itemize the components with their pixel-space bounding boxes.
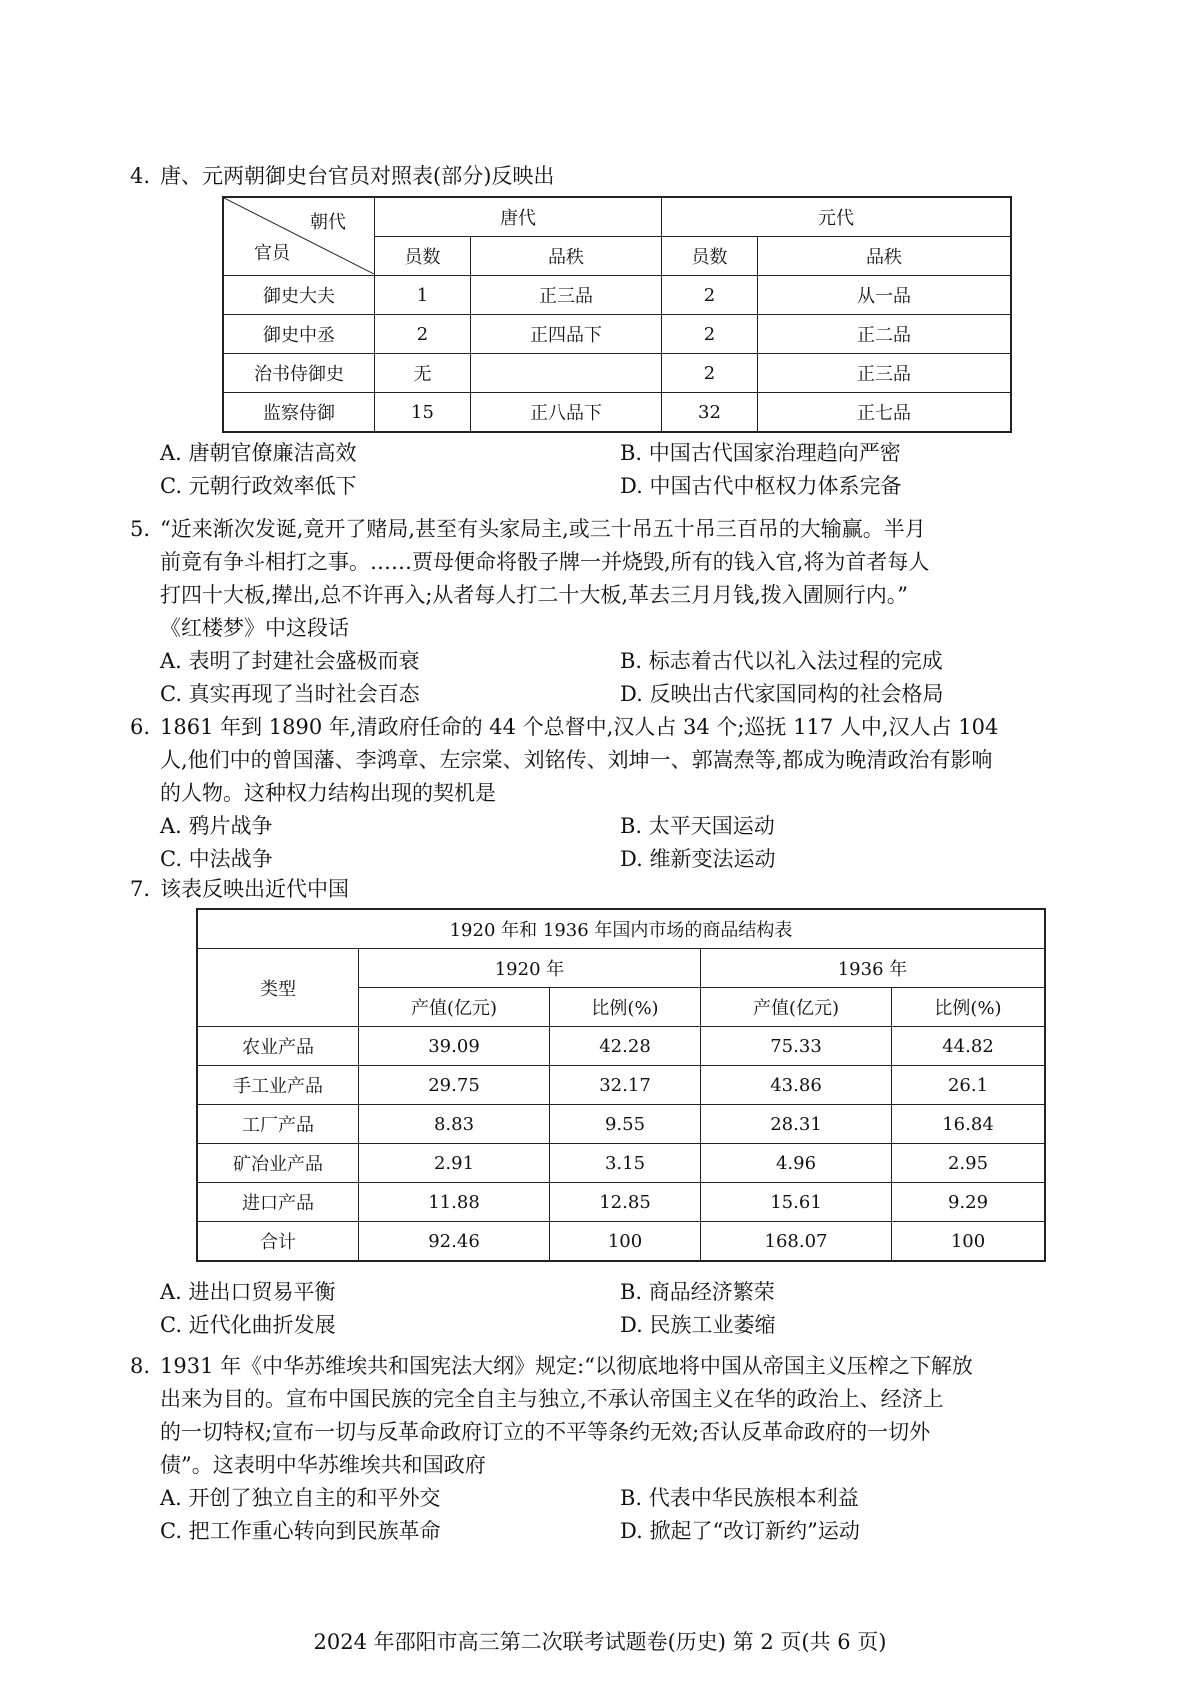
cell-tang-rank — [471, 354, 662, 393]
cell-name: 治书侍御史 — [223, 354, 375, 393]
option-a[interactable]: A. 表明了封建社会盛极而衰 — [160, 649, 420, 673]
header-value: 产值(亿元) — [701, 988, 892, 1027]
stem-line: 打四十大板,撵出,总不许再入;从者每人打二十大板,革去三月月钱,拨入圊厕行内。” — [160, 583, 909, 607]
cell-value-1920: 2.91 — [359, 1144, 550, 1183]
cell-name: 监察侍御 — [223, 393, 375, 433]
cell-ratio-1936: 9.29 — [892, 1183, 1046, 1222]
cell-value-1920: 29.75 — [359, 1066, 550, 1105]
header-type: 类型 — [197, 949, 359, 1027]
cell-ratio-1920: 12.85 — [550, 1183, 701, 1222]
option-b[interactable]: B. 中国古代国家治理趋向严密 — [620, 441, 901, 465]
option-b[interactable]: B. 标志着古代以礼入法过程的完成 — [620, 649, 943, 673]
cell-type: 农业产品 — [197, 1027, 359, 1066]
header-count: 员数 — [375, 237, 471, 276]
header-dynasty: 朝代 — [310, 212, 346, 233]
question-5 — [130, 513, 1090, 711]
question-4 — [130, 160, 1090, 193]
table-row — [197, 1066, 1045, 1105]
cell-ratio-1936: 100 — [892, 1222, 1046, 1262]
cell-ratio-1920: 9.55 — [550, 1105, 701, 1144]
table-row — [223, 276, 1011, 315]
cell-tang-count: 无 — [375, 354, 471, 393]
cell-name: 御史大夫 — [223, 276, 375, 315]
option-c[interactable]: C. 把工作重心转向到民族革命 — [160, 1519, 441, 1543]
table-row — [197, 1105, 1045, 1144]
diagonal-line — [224, 198, 374, 274]
cell-yuan-rank: 从一品 — [758, 276, 1012, 315]
cell-value-1920: 92.46 — [359, 1222, 550, 1262]
option-c[interactable]: C. 元朝行政效率低下 — [160, 474, 357, 498]
table-row — [197, 1183, 1045, 1222]
cell-ratio-1920: 42.28 — [550, 1027, 701, 1066]
table-row — [223, 354, 1011, 393]
cell-name: 御史中丞 — [223, 315, 375, 354]
question-number: 6. — [130, 715, 151, 739]
question-7 — [130, 873, 1090, 906]
cell-tang-count: 15 — [375, 393, 471, 433]
header-value: 产值(亿元) — [359, 988, 550, 1027]
stem-line: 前竟有争斗相打之事。……贾母便命将骰子牌一并烧毁,所有的钱入官,将为首者每人 — [160, 550, 930, 574]
header-rank: 品秩 — [471, 237, 662, 276]
cell-yuan-rank: 正三品 — [758, 354, 1012, 393]
cell-type: 矿冶业产品 — [197, 1144, 359, 1183]
option-d[interactable]: D. 反映出古代家国同构的社会格局 — [620, 682, 944, 706]
censorate-table — [222, 196, 1012, 433]
cell-value-1936: 28.31 — [701, 1105, 892, 1144]
question-stem — [160, 711, 1090, 810]
stem-line: 1861 年到 1890 年,清政府任命的 44 个总督中,汉人占 34 个;巡抚 117 人中,汉人占 104 — [160, 715, 999, 739]
diagonal-header-cell — [223, 197, 375, 276]
stem-line: 的一切特权;宣布一切与反革命政府订立的不平等条约无效;否认反革命政府的一切外 — [160, 1420, 931, 1444]
option-b[interactable]: B. 商品经济繁荣 — [620, 1280, 775, 1304]
table-title: 1920 年和 1936 年国内市场的商品结构表 — [197, 909, 1045, 949]
option-c[interactable]: C. 真实再现了当时社会百态 — [160, 682, 420, 706]
stem-line: 人,他们中的曾国藩、李鸿章、左宗棠、刘铭传、刘坤一、郭嵩焘等,都成为晚清政治有影响 — [160, 748, 993, 772]
cell-ratio-1936: 2.95 — [892, 1144, 1046, 1183]
cell-tang-rank: 正四品下 — [471, 315, 662, 354]
question-number: 8. — [130, 1354, 151, 1378]
question-number: 4. — [130, 164, 151, 188]
table-row — [223, 393, 1011, 433]
header-yuan: 元代 — [662, 197, 1012, 237]
cell-value-1920: 11.88 — [359, 1183, 550, 1222]
header-ratio: 比例(%) — [550, 988, 701, 1027]
cell-value-1936: 168.07 — [701, 1222, 892, 1262]
option-b[interactable]: B. 代表中华民族根本利益 — [620, 1486, 859, 1510]
option-d[interactable]: D. 民族工业萎缩 — [620, 1313, 776, 1337]
option-a[interactable]: A. 鸦片战争 — [160, 814, 273, 838]
cell-ratio-1936: 16.84 — [892, 1105, 1046, 1144]
option-a[interactable]: A. 唐朝官僚廉洁高效 — [160, 441, 357, 465]
header-count: 员数 — [662, 237, 758, 276]
question-number: 5. — [130, 517, 151, 541]
cell-value-1936: 4.96 — [701, 1144, 892, 1183]
page-footer: 2024 年邵阳市高三第二次联考试题卷(历史) 第 2 页(共 6 页) — [313, 1630, 887, 1654]
cell-ratio-1936: 44.82 — [892, 1027, 1046, 1066]
stem-line: “近来渐次发诞,竟开了赌局,甚至有头家局主,或三十吊五十吊三百吊的大输赢。半月 — [160, 517, 926, 541]
cell-yuan-rank: 正二品 — [758, 315, 1012, 354]
cell-yuan-rank: 正七品 — [758, 393, 1012, 433]
option-d[interactable]: D. 维新变法运动 — [620, 847, 776, 871]
option-c[interactable]: C. 近代化曲折发展 — [160, 1313, 336, 1337]
cell-tang-rank: 正八品下 — [471, 393, 662, 433]
question-7-options — [130, 1276, 1090, 1342]
header-official: 官员 — [254, 243, 290, 264]
option-b[interactable]: B. 太平天国运动 — [620, 814, 775, 838]
cell-yuan-count: 32 — [662, 393, 758, 433]
cell-yuan-count: 2 — [662, 354, 758, 393]
stem-line: 债”。这表明中华苏维埃共和国政府 — [160, 1453, 486, 1477]
cell-tang-count: 2 — [375, 315, 471, 354]
option-c[interactable]: C. 中法战争 — [160, 847, 273, 871]
question-stem — [160, 1350, 1090, 1482]
option-a[interactable]: A. 开创了独立自主的和平外交 — [160, 1486, 441, 1510]
cell-value-1936: 15.61 — [701, 1183, 892, 1222]
question-6 — [130, 711, 1090, 876]
cell-type: 工厂产品 — [197, 1105, 359, 1144]
header-rank: 品秩 — [758, 237, 1012, 276]
cell-type: 进口产品 — [197, 1183, 359, 1222]
commodity-table — [196, 908, 1046, 1262]
cell-value-1920: 8.83 — [359, 1105, 550, 1144]
option-a[interactable]: A. 进出口贸易平衡 — [160, 1280, 336, 1304]
cell-tang-count: 1 — [375, 276, 471, 315]
question-8 — [130, 1350, 1090, 1548]
cell-value-1936: 75.33 — [701, 1027, 892, 1066]
header-year-1920: 1920 年 — [359, 949, 701, 988]
table-row — [197, 1027, 1045, 1066]
cell-tang-rank: 正三品 — [471, 276, 662, 315]
stem-line: 1931 年《中华苏维埃共和国宪法大纲》规定:“以彻底地将中国从帝国主义压榨之下解放 — [160, 1354, 973, 1378]
cell-yuan-count: 2 — [662, 276, 758, 315]
table-row — [197, 1222, 1045, 1262]
header-ratio: 比例(%) — [892, 988, 1046, 1027]
cell-ratio-1936: 26.1 — [892, 1066, 1046, 1105]
table-row — [223, 315, 1011, 354]
table-row — [197, 1144, 1045, 1183]
question-stem: 该表反映出近代中国 — [160, 877, 349, 901]
header-year-1936: 1936 年 — [701, 949, 1046, 988]
cell-ratio-1920: 3.15 — [550, 1144, 701, 1183]
cell-type: 合计 — [197, 1222, 359, 1262]
question-stem: 唐、元两朝御史台官员对照表(部分)反映出 — [160, 164, 555, 188]
question-number: 7. — [130, 877, 151, 901]
cell-ratio-1920: 32.17 — [550, 1066, 701, 1105]
cell-value-1920: 39.09 — [359, 1027, 550, 1066]
option-d[interactable]: D. 掀起了“改订新约”运动 — [620, 1519, 860, 1543]
cell-yuan-count: 2 — [662, 315, 758, 354]
stem-line: 出来为目的。宣布中国民族的完全自主与独立,不承认帝国主义在华的政治上、经济上 — [160, 1387, 944, 1411]
header-tang: 唐代 — [375, 197, 662, 237]
question-4-options — [130, 437, 1090, 503]
stem-line: 的人物。这种权力结构出现的契机是 — [160, 781, 496, 805]
cell-value-1936: 43.86 — [701, 1066, 892, 1105]
option-d[interactable]: D. 中国古代中枢权力体系完备 — [620, 474, 902, 498]
stem-line: 《红楼梦》中这段话 — [160, 616, 349, 640]
cell-ratio-1920: 100 — [550, 1222, 701, 1262]
question-stem — [160, 513, 1090, 645]
cell-type: 手工业产品 — [197, 1066, 359, 1105]
